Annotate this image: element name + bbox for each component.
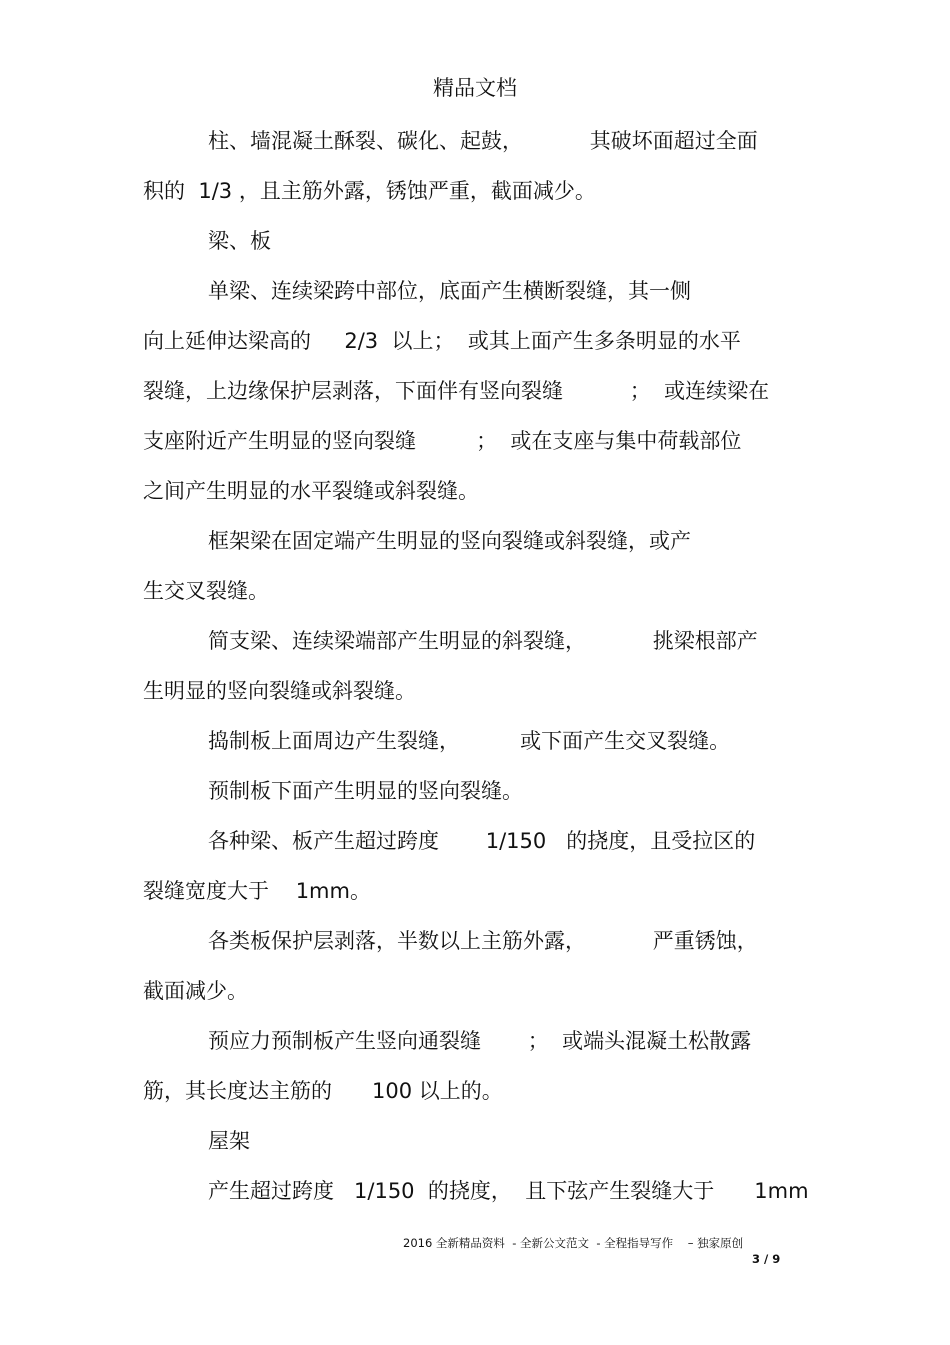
text-line: 向上延伸达梁高的 2/3 以上； 或其上面产生多条明显的水平 — [143, 329, 741, 353]
text-line: 裂缝宽度大于 1mm。 — [143, 879, 371, 903]
text-line: 柱、墙混凝土酥裂、碳化、起鼓， 其破坏面超过全面 — [208, 129, 758, 153]
page-footer-text: 2016 全新精品资料 - 全新公文范文 - 全程指导写作 – 独家原创 — [403, 1236, 744, 1250]
text-line: 裂缝，上边缘保护层剥落，下面伴有竖向裂缝 ； 或连续梁在 — [143, 379, 770, 403]
text-line: 简支梁、连续梁端部产生明显的斜裂缝， 挑梁根部产 — [208, 629, 758, 653]
text-line: 预制板下面产生明显的竖向裂缝。 — [208, 779, 523, 803]
text-line: 各类板保护层剥落，半数以上主筋外露， 严重锈蚀， — [208, 929, 758, 953]
text-line: 截面减少。 — [143, 979, 248, 1003]
text-line: 之间产生明显的水平裂缝或斜裂缝。 — [143, 479, 479, 503]
text-line: 捣制板上面周边产生裂缝， 或下面产生交叉裂缝。 — [208, 729, 731, 753]
page-number: 3 / 9 — [752, 1252, 781, 1266]
text-line: 生交叉裂缝。 — [143, 579, 269, 603]
text-line: 预应力预制板产生竖向通裂缝 ； 或端头混凝土松散露 — [208, 1029, 752, 1053]
text-line: 产生超过跨度 1/150 的挠度， 且下弦产生裂缝大于 1mm — [208, 1179, 809, 1203]
text-line: 支座附近产生明显的竖向裂缝 ； 或在支座与集中荷载部位 — [143, 429, 742, 453]
text-line: 生明显的竖向裂缝或斜裂缝。 — [143, 679, 416, 703]
text-line: 梁、板 — [208, 229, 271, 253]
text-line: 单梁、连续梁跨中部位，底面产生横断裂缝，其一侧 — [208, 279, 691, 303]
text-line: 各种梁、板产生超过跨度 1/150 的挠度，且受拉区的 — [208, 829, 756, 853]
text-line: 框架梁在固定端产生明显的竖向裂缝或斜裂缝，或产 — [208, 529, 691, 553]
text-line: 筋，其长度达主筋的 100 以上的。 — [143, 1079, 503, 1103]
text-line: 屋架 — [208, 1129, 250, 1153]
page-header-title: 精品文档 — [433, 76, 517, 100]
text-line: 积的 1/3 ，且主筋外露，锈蚀严重，截面减少。 — [143, 179, 596, 203]
